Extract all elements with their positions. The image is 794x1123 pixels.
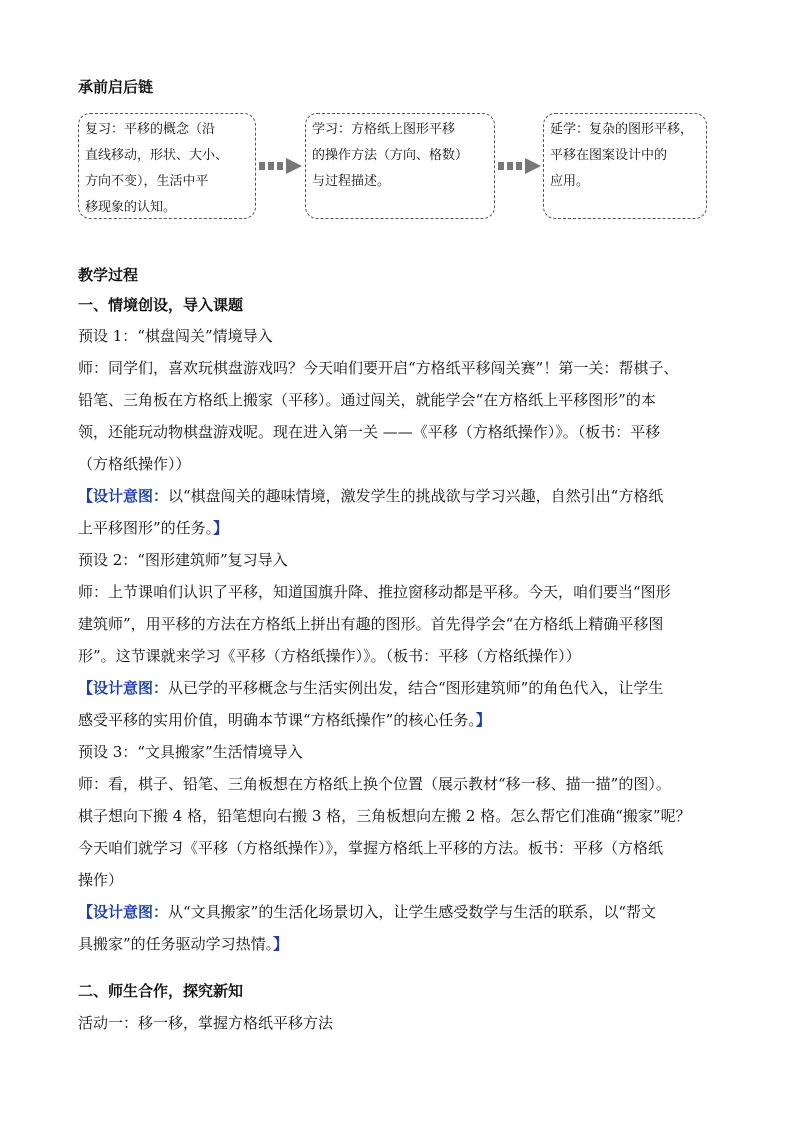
- design-intent: [78, 704, 724, 736]
- intent-end: 】: [213, 519, 229, 537]
- intent-text: 上平移图形”的任务。: [78, 519, 214, 537]
- intent-text: 从“文具搬家”的生活化场景切入，让学生感受数学与生活的联系，以“帮文: [168, 903, 657, 921]
- activity-heading: 活动一：移一移，掌握方格纸平移方法: [78, 1014, 334, 1032]
- intent-label: 【设计意图：: [78, 903, 169, 921]
- flow-box-review: [78, 113, 256, 219]
- intent-text: 感受平移的实用价值，明确本节课“方格纸操作”的核心任务。: [78, 711, 476, 729]
- intent-text: 从已学的平移概念与生活实例出发，结合“图形建筑师”的角色代入，让学生: [168, 679, 664, 697]
- design-intent: [78, 928, 724, 960]
- teacher-text: 师：同学们，喜欢玩棋盘游戏吗？今天咱们要开启“方格纸平移闯关赛”！第一关：帮棋子、: [78, 359, 679, 377]
- preset-heading: 预设 1：“棋盘闯关”情境导入: [78, 327, 273, 345]
- intent-text: 以“棋盘闯关的趣味情境，激发学生的挑战欲与学习兴趣，自然引出“方格纸: [168, 487, 664, 505]
- intent-text: 具搬家”的任务驱动学习热情。: [78, 935, 274, 953]
- teacher-text: 领，还能玩动物棋盘游戏呢。现在进入第一关 ——《平移（方格纸操作）》。（板书：平移: [78, 423, 661, 441]
- part2-content: [78, 1007, 724, 1039]
- flow-text: 的操作方法（方向、格数）: [312, 148, 469, 163]
- part2-title: 二、师生合作，探究新知: [78, 982, 244, 1000]
- flow-text: 直线移动，形状、大小、: [85, 148, 229, 163]
- preset-heading: 预设 2：“图形建筑师”复习导入: [78, 551, 288, 569]
- flow-text: 应用。: [550, 174, 590, 189]
- intent-label: 【设计意图：: [78, 679, 169, 697]
- process-title: 教学过程: [78, 266, 139, 284]
- intent-label: 【设计意图：: [78, 487, 169, 505]
- design-intent: [78, 480, 724, 512]
- teacher-text: （方格纸操作））: [78, 455, 191, 473]
- design-intent: [78, 672, 724, 704]
- chevron-arrow-icon: [498, 157, 542, 175]
- design-intent: [78, 512, 724, 544]
- intent-end: 】: [273, 935, 289, 953]
- intent-end: 】: [475, 711, 491, 729]
- teacher-text: 师：看，棋子、铅笔、三角板想在方格纸上换个位置（展示教材“移一移、描一描”的图）。: [78, 775, 671, 793]
- chain-title: 承前启后链: [78, 78, 154, 96]
- flow-text: 方向不变），生活中平: [85, 174, 209, 189]
- teacher-text: 铅笔、三角板在方格纸上搬家（平移）。通过闯关，就能学会“在方格纸上平移图形”的本: [78, 391, 656, 409]
- flow-text: 移现象的认知。: [85, 200, 177, 215]
- teacher-text: 今天咱们就学习《平移（方格纸操作）》，掌握方格纸上平移的方法。板书：平移（方格纸: [78, 839, 664, 857]
- preset-heading: 预设 3：“文具搬家”生活情境导入: [78, 743, 303, 761]
- flow-box-learn: [305, 113, 495, 219]
- part1-title: 一、情境创设，导入课题: [78, 296, 244, 314]
- flow-text: 平移在图案设计中的: [550, 148, 668, 163]
- flow-text: 学习：方格纸上图形平移: [312, 122, 456, 137]
- flow-box-extend: [543, 113, 707, 219]
- teacher-text: 师：上节课咱们认识了平移，知道国旗升降、推拉窗移动都是平移。今天，咱们要当“图形: [78, 583, 671, 601]
- teacher-text: 棋子想向下搬 4 格，铅笔想向右搬 3 格，三角板想向左搬 2 格。怎么帮它们准确“搬家”呢？: [78, 807, 691, 825]
- teacher-text: 建筑师”，用平移的方法在方格纸上拼出有趣的图形。首先得学会“在方格纸上精确平移图: [78, 615, 664, 633]
- part1-content: [78, 320, 724, 960]
- flow-text: 与过程描述。: [312, 174, 391, 189]
- teacher-text: 形”。这节课就来学习《平移（方格纸操作）》。（板书：平移（方格纸操作））: [78, 647, 581, 665]
- flow-text: 延学：复杂的图形平移，: [550, 122, 694, 137]
- chevron-arrow-icon: [259, 157, 303, 175]
- flow-text: 复习：平移的概念（沿: [85, 122, 216, 137]
- teacher-text: 操作）: [78, 871, 124, 889]
- design-intent: [78, 896, 724, 928]
